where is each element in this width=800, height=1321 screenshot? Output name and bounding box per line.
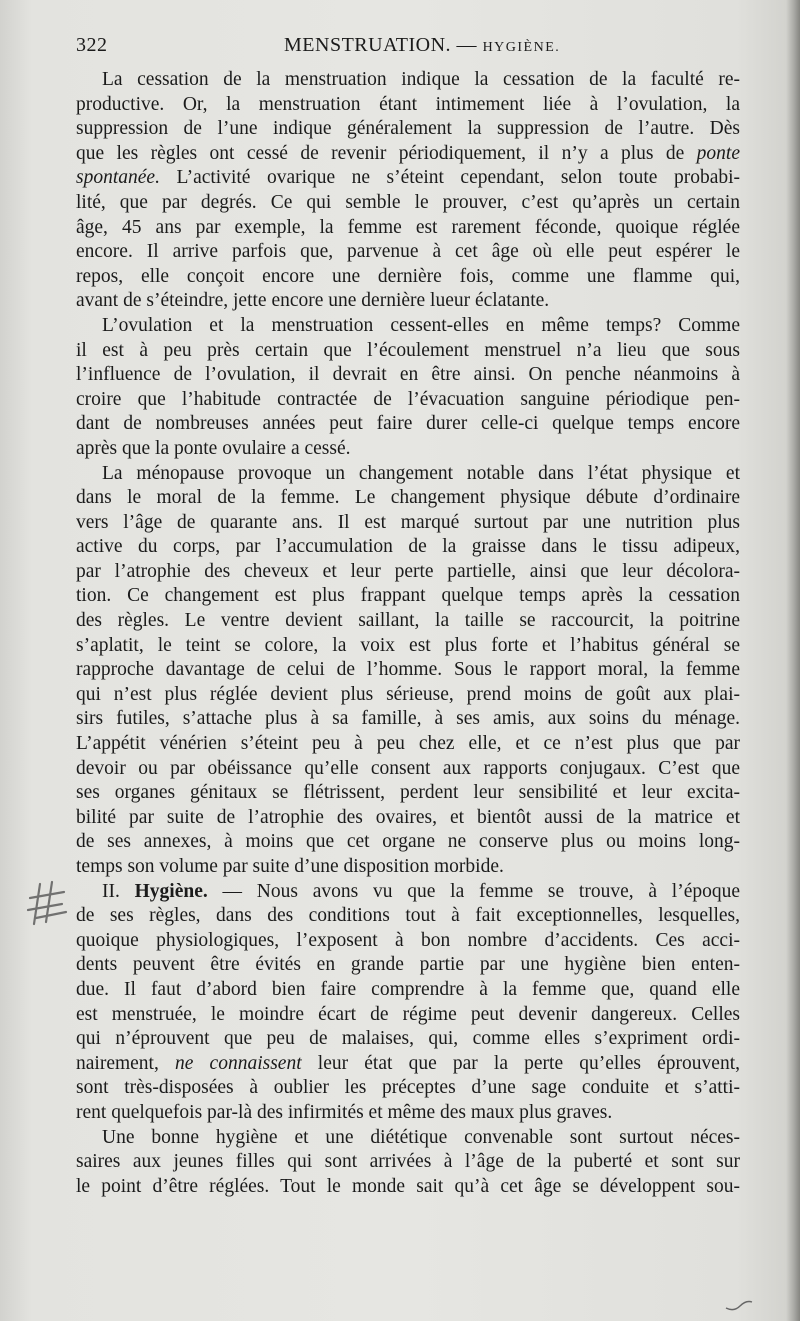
text-line: dents peuvent être évités en grande partie par une hygiène bien enten- [76, 954, 740, 976]
pencil-tick-mark-icon [724, 1300, 754, 1312]
text-span: — Nous avons vu que la femme se trouve, à l’époque [222, 880, 741, 902]
text-line: croire que l’habitude contractée de l’évacuation sanguine périodique pen- [76, 388, 740, 410]
text-line: tion. Ce changement est plus frappant quelque temps après la cessation [76, 585, 740, 607]
section-heading-line [76, 880, 740, 905]
text-line: devoir ou par obéissance qu’elle consent aux rapports conjugaux. C’est que [76, 757, 740, 779]
italic-term: ponte [696, 142, 740, 164]
text-line: s’aplatit, le teint se colore, la voix est plus forte et l’habitus général se [76, 634, 740, 656]
text-line: le point d’être réglées. Tout le monde sait qu’à cet âge se développent sou- [76, 1175, 740, 1197]
text-line: sirs futiles, s’attache plus à sa famille, à ses amis, aux soins du ménage. [76, 708, 740, 730]
running-head-title: MENSTRUATION. — [284, 34, 478, 56]
text-span: nairement, [76, 1052, 159, 1074]
section-number: II. [102, 880, 120, 902]
text-line: repos, elle conçoit encore une dernière fois, comme une flamme qui, [76, 265, 740, 287]
text-line: l’influence de l’ovulation, il devrait en être ainsi. On penche néanmoins à [76, 364, 740, 386]
text-line: après que la ponte ovulaire a cessé. [76, 437, 351, 459]
text-line: temps son volume par suite d’une disposition morbide. [76, 856, 504, 877]
text-span: leur état que par la perte qu’elles éprouvent, [317, 1052, 741, 1074]
text-line: L’ovulation et la menstruation cessent-elles en même temps? Comme [102, 314, 740, 336]
text-line: il est à peu près certain que l’écoulement menstruel n’a lieu que sous [76, 339, 740, 361]
text-line: L’appétit vénérien s’éteint peu à peu chez elle, et ce n’est plus que par [76, 733, 740, 755]
text-line: encore. Il arrive parfois que, parvenue à cet âge où elle peut espérer le [76, 241, 740, 263]
text-line: dans le moral de la femme. Le changement physique débute d’ordinaire [76, 487, 740, 509]
text-line-with-italic [76, 1052, 740, 1077]
page-header [76, 34, 740, 64]
paragraph-hygiene [76, 880, 740, 1126]
text-line: active du corps, par l’accumulation de la graisse dans le tissu adipeux, [76, 536, 740, 558]
text-line: des règles. Le ventre devient saillant, la taille se raccourcit, la poitrine [76, 610, 740, 632]
text-line: bilité par suite de l’atrophie des ovaires, et bientôt aussi de la matrice et [76, 806, 740, 828]
text-line: par l’atrophie des cheveux et leur perte partielle, ainsi que leur décolora- [76, 560, 740, 582]
text-line: de ses règles, dans des conditions tout à fait exceptionnelles, lesquelles, [76, 905, 740, 927]
text-line: rapproche davantage de celui de l’homme. Sous le rapport moral, la femme [76, 659, 740, 681]
text-line: avant de s’éteindre, jette encore une dernière lueur éclatante. [76, 290, 550, 312]
body-text [76, 68, 740, 1199]
paragraph-5 [76, 1126, 740, 1200]
section-title: Hygiène. [134, 880, 208, 902]
italic-term: ne connaissent [175, 1052, 302, 1074]
text-line-with-italic [76, 142, 740, 167]
text-line: âge, 45 ans par exemple, la femme est rarement féconde, quoique réglée [76, 216, 740, 238]
text-span: que les règles ont cessé de revenir périodiquement, il n’y a plus de [76, 142, 685, 164]
running-head [284, 34, 560, 57]
page-number: 322 [76, 34, 108, 56]
text-line: Une bonne hygiène et une diététique convenable sont surtout néces- [102, 1126, 740, 1148]
text-line: rent quelquefois par-là des infirmités et même des maux plus graves. [76, 1101, 613, 1123]
paragraph-3 [76, 462, 740, 880]
text-line: saires aux jeunes filles qui sont arrivées à l’âge de la puberté et sont sur [76, 1151, 740, 1173]
text-line: La cessation de la menstruation indique la cessation de la faculté re- [102, 69, 740, 90]
text-line: quoique physiologiques, l’exposent à bon nombre d’accidents. Ces acci- [76, 929, 740, 951]
text-line: dant de nombreuses années peut faire durer celle-ci quelque temps encore [76, 413, 740, 435]
text-line: qui n’est plus réglée devient plus sérieuse, prend moins de goût aux plai- [76, 683, 740, 705]
text-line: de ses annexes, à moins que cet organe ne conserve plus ou moins long- [76, 831, 740, 853]
paragraph-1 [76, 68, 740, 314]
text-line: vers l’âge de quarante ans. Il est marqué surtout par une nutrition plus [76, 511, 740, 533]
page-gutter-shadow [786, 0, 800, 1321]
text-line: est menstruée, le moindre écart de régime peut devenir dangereux. Celles [76, 1003, 740, 1025]
text-line: lité, que par degrés. Ce qui semble le prouver, c’est qu’après un certain [76, 191, 740, 213]
text-line: productive. Or, la menstruation étant intimement liée à l’ovulation, la [76, 93, 740, 115]
text-line: ses organes génitaux se flétrissent, perdent leur sensibilité et leur excita- [76, 782, 740, 804]
handwritten-hash-mark-icon [26, 878, 70, 930]
text-line: due. Il faut d’abord bien faire comprendre à la femme que, quand elle [76, 978, 740, 1000]
text-line: La ménopause provoque un changement notable dans l’état physique et [102, 462, 740, 484]
paragraph-2 [76, 314, 740, 462]
text-line: sont très-disposées à oublier les préceptes d’une sage conduite et s’atti- [76, 1077, 740, 1099]
text-line: qui n’éprouvent que peu de malaises, qui, comme elles s’expriment ordi- [76, 1028, 740, 1050]
text-line-with-italic [76, 166, 740, 191]
text-line: suppression de l’une indique généralement la suppression de l’autre. Dès [76, 118, 740, 140]
italic-term: spontanée. [76, 167, 160, 189]
running-head-subtitle: HYGIÈNE. [482, 40, 561, 55]
text-span: L’activité ovarique ne s’éteint cependant, selon toute probabi- [176, 167, 741, 189]
